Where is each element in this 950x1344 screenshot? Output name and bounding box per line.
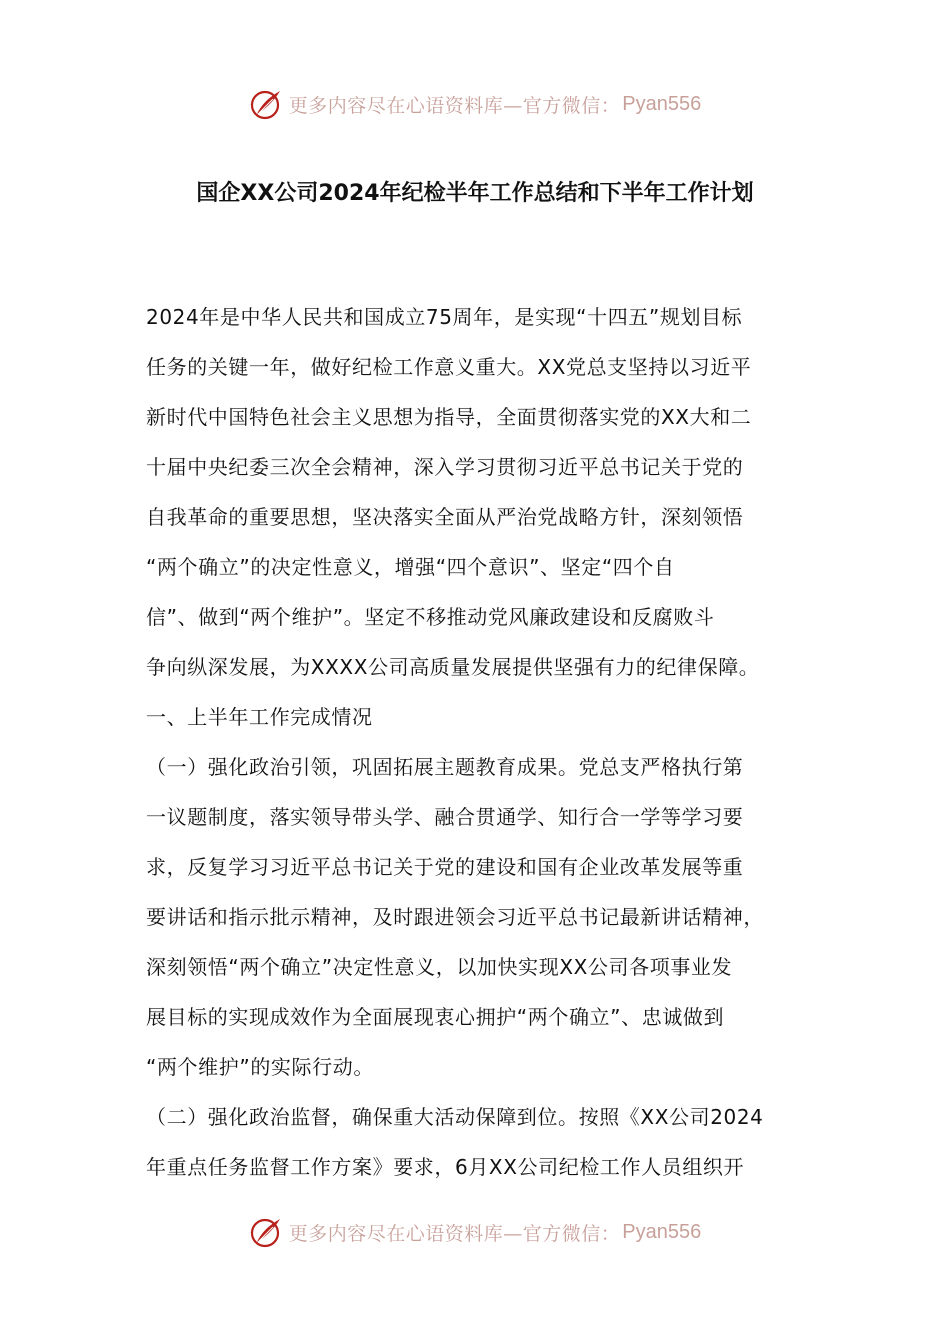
wechat-id: Pyan556 — [622, 92, 702, 115]
body-line: “两个维护”的实际行动。 — [146, 1055, 374, 1079]
body-line: 深刻领悟“两个确立”决定性意义，以加快实现XX公司各项事业发 — [146, 955, 733, 979]
body-line: 求，反复学习习近平总书记关于党的建设和国有企业改革发展等重 — [146, 855, 744, 879]
body-line: 任务的关键一年，做好纪检工作意义重大。XX党总支坚持以习近平 — [146, 355, 752, 379]
body-line: 十届中央纪委三次全会精神，深入学习贯彻习近平总书记关于党的 — [146, 455, 744, 479]
feather-pen-circle-icon — [249, 87, 283, 121]
body-line: 自我革命的重要思想，坚决落实全面从严治党战略方针，深刻领悟 — [146, 505, 744, 529]
body-line: 信”、做到“两个维护”。坚定不移推动党风廉政建设和反腐败斗 — [146, 605, 715, 629]
body-line: （二）强化政治监督，确保重大活动保障到位。按照《XX公司2024 — [146, 1105, 764, 1129]
body-line: 争向纵深发展，为XXXX公司高质量发展提供坚强有力的纪律保障。 — [146, 655, 760, 679]
body-line: 年重点任务监督工作方案》要求，6月XX公司纪检工作人员组织开 — [146, 1155, 745, 1179]
body-line: 新时代中国特色社会主义思想为指导，全面贯彻落实党的XX大和二 — [146, 405, 752, 429]
wechat-id: Pyan556 — [622, 1220, 702, 1243]
footer-banner — [0, 1212, 950, 1252]
body-line: （一）强化政治引领，巩固拓展主题教育成果。党总支严格执行第 — [146, 755, 744, 779]
document-body — [146, 298, 816, 1198]
body-line: 要讲话和指示批示精神，及时跟进领会习近平总书记最新讲话精神， — [146, 905, 764, 929]
section-heading: 一、上半年工作完成情况 — [146, 705, 373, 729]
body-line: 一议题制度，落实领导带头学、融合贯通学、知行合一学等学习要 — [146, 805, 744, 829]
feather-pen-circle-icon — [249, 1215, 283, 1249]
banner-text: 更多内容尽在心语资料库—官方微信： — [288, 94, 621, 117]
body-line: 展目标的实现成效作为全面展现衷心拥护“两个确立”、忠诚做到 — [146, 1005, 725, 1029]
document-title: 国企XX公司2024年纪检半年工作总结和下半年工作计划 — [196, 181, 754, 206]
header-banner — [0, 84, 950, 124]
body-line: “两个确立”的决定性意义，增强“四个意识”、坚定“四个自 — [146, 555, 675, 579]
body-line: 2024年是中华人民共和国成立75周年，是实现“十四五”规划目标 — [146, 305, 743, 329]
banner-text: 更多内容尽在心语资料库—官方微信： — [288, 1222, 621, 1245]
